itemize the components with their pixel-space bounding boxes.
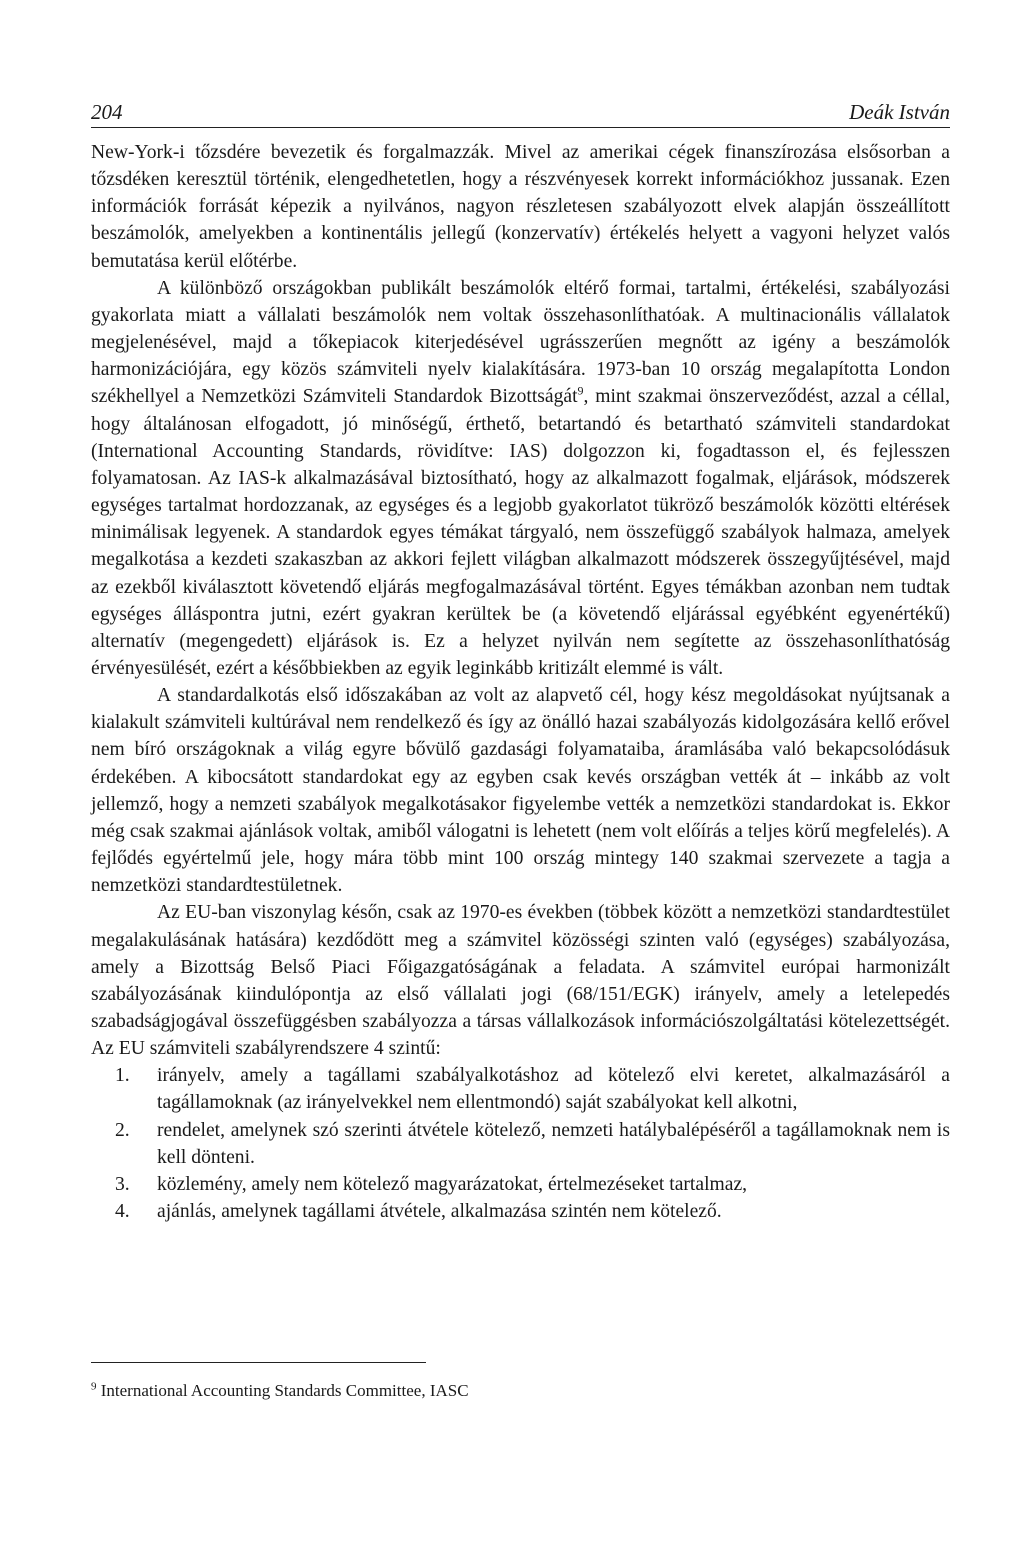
footnote-section bbox=[91, 1362, 950, 1401]
list-item-text: irányelv, amely a tagállami szabályalkotáshoz ad kötelező elvi keretet, alkalmazásáról a tagállamoknak (az irányelvekkel nem ellentmondó) saját szabályokat kell alkotni, bbox=[157, 1065, 950, 1114]
footnote bbox=[91, 1381, 950, 1401]
list-item bbox=[91, 1117, 950, 1171]
footnote-reference[interactable]: 9 bbox=[577, 383, 584, 398]
list-item-number: 3. bbox=[115, 1173, 130, 1195]
list-item-number: 2. bbox=[115, 1119, 130, 1141]
list-item-text: ajánlás, amelynek tagállami átvétele, alkalmazása szintén nem kötelező. bbox=[157, 1201, 722, 1223]
list-item bbox=[91, 1198, 950, 1225]
list-item bbox=[91, 1062, 950, 1116]
body-text bbox=[91, 139, 950, 1225]
list-item-text: közlemény, amely nem kötelező magyarázatokat, értelmezéseket tartalmaz, bbox=[157, 1173, 748, 1195]
paragraph-2 bbox=[91, 275, 950, 682]
list-item-text: rendelet, amelynek szó szerinti átvétele kötelező, nemzeti hatálybalépéséről a tagállamoknak nem is kell dönteni. bbox=[157, 1119, 950, 1168]
paragraph-text: , mint szakmai önszerveződést, azzal a céllal, hogy általánosan elfogadott, jó minőségű, érthető, betartandó és betartható számviteli standardokat (International Accounting Standards, rövidítve: IAS) dolgozzon ki, fogadtasson el, és fejlesszen folyamatosan. Az IAS-k alkalmazásával biztosítható, hogy az alkalmazott fogalmak, eljárások, módszerek egységes tartalmat hordozzanak, az egységes és a legjobb gyakorlatot tükröző beszámolók közötti eltérések minimálisak legyenek. A standardok egyes témákat tárgyaló, nem összefüggő szabályok halmaza, amelyek megalkotása a kezdeti szakaszban az akkori fejlett világban alkalmazott módszerek összegyűjtésével, majd az ezekből kiválasztott követendő eljárás megfogalmazásával történt. Egyes témákban azonban nem tudtak egységes álláspontra jutni, ezért gyakran kerültek be (a követendő eljárással egyébként egyenértékű) alternatív (megengedett) eljárások is. Ez a helyzet nyilván nem segítette az összehasonlíthatóság érvényesülését, ezért a későbbiekben az egyik leginkább kritizált elemmé is vált. bbox=[91, 386, 950, 679]
paragraph-text: A standardalkotás első időszakában az volt az alapvető cél, hogy kész megoldásokat nyújtsanak a kialakult számviteli kultúrával nem rendelkező és így az önálló hazai szabályozás kidolgozására kellő erővel nem bíró országoknak a világ egyre bővülő gazdasági folyamataiba, áramlásába való bekapcsolódásuk érdekében. A kibocsátott standardokat egy az egyben csak kevés országban vették át – inkább az volt jellemző, hogy a nemzeti szabályok megalkotásakor figyelembe vették a nemzetközi standardokat is. Ekkor még csak szakmai ajánlások voltak, amiből válogatni is lehetett (nem volt előírás a teljes körű megfelelés). A fejlődés egyértelmű jele, hogy mára több mint 100 ország mintegy 140 szakmai szervezete a tagja a nemzetközi standardtestületnek. bbox=[91, 685, 950, 897]
paragraph-text: New-York-i tőzsdére bevezetik és forgalmazzák. Mivel az amerikai cégek finanszírozása elsősorban a tőzsdéken keresztül történik, elengedhetetlen, hogy a részvényesek korrekt információkhoz jussanak. Ezen információk forrását képezik a nyilvános, nagyon részletesen szabályozott elvek alapján összeállított beszámolók, amelyekben a kontinentális jellegű (konzervatív) értékelés helyett a vagyoni helyzet valós bemutatása kerül előtérbe. bbox=[91, 142, 950, 272]
list-item bbox=[91, 1171, 950, 1198]
running-header bbox=[91, 100, 950, 128]
paragraph-1 bbox=[91, 139, 950, 275]
paragraph-text: A különböző országokban publikált beszámolók eltérő formai, tartalmi, értékelési, szabályozási gyakorlata miatt a vállalati beszámolók nem voltak összehasonlíthatóak. A multinacionális vállalatok megjelenésével, majd a tőkepiacok kiterjedésével ugrásszerűen megnőtt az igény a beszámolók harmonizációjára, egy közös számviteli nyelv kialakítására. 1973-ban 10 ország megalapította London székhellyel a Nemzetközi Számviteli Standardok Bizottságát bbox=[91, 277, 950, 408]
list-item-number: 1. bbox=[115, 1065, 130, 1087]
footnote-separator bbox=[91, 1362, 426, 1363]
page-number: 204 bbox=[91, 100, 123, 124]
list-item-number: 4. bbox=[115, 1201, 130, 1223]
running-header-author: Deák István bbox=[849, 100, 950, 124]
paragraph-4 bbox=[91, 899, 950, 1062]
numbered-list bbox=[91, 1062, 950, 1225]
footnote-marker: 9 bbox=[91, 1380, 97, 1393]
paragraph-text: Az EU-ban viszonylag későn, csak az 1970-es években (többek között a nemzetközi standardtestület megalakulásának hatására) kezdődött meg a számvitel közösségi szinten való (egységes) szabályozása, amely a Bizottság Belső Piaci Főigazgatóságának a feladata. A számvitel európai harmonizált szabályozásának kiindulópontja az első vállalati jogi (68/151/EGK) irányelv, amely a letelepedés szabadságjogával összefüggésben szabályozza a társas vállalkozások információszolgáltatási kötelezettségét. Az EU számviteli szabályrendszere 4 szintű: bbox=[91, 902, 950, 1060]
page bbox=[91, 100, 950, 1225]
paragraph-3 bbox=[91, 682, 950, 899]
footnote-text: International Accounting Standards Committee, IASC bbox=[100, 1381, 469, 1400]
